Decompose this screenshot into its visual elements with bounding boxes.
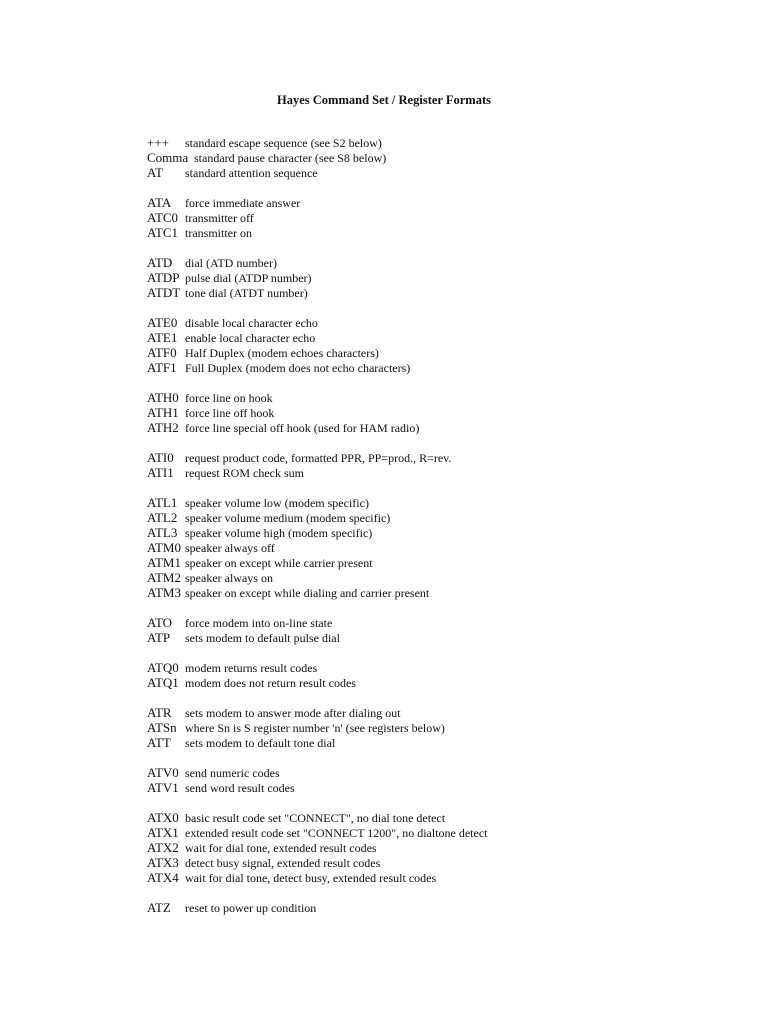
command-row xyxy=(147,195,707,210)
command-code: ATA xyxy=(147,195,172,210)
command-description: speaker volume high (modem specific) xyxy=(185,526,373,540)
command-description: modem returns result codes xyxy=(185,661,318,675)
command-row xyxy=(147,150,707,165)
command-description: force line on hook xyxy=(185,391,273,405)
command-code: ATE1 xyxy=(147,330,178,345)
command-row xyxy=(147,585,707,600)
command-row xyxy=(147,525,707,540)
command-description: sets modem to answer mode after dialing out xyxy=(185,706,401,720)
command-row xyxy=(147,165,707,180)
command-group xyxy=(147,810,707,885)
command-code: Comma xyxy=(147,150,189,165)
command-row xyxy=(147,255,707,270)
command-row xyxy=(147,345,707,360)
command-group xyxy=(147,195,707,240)
command-description: dial (ATD number) xyxy=(185,256,277,270)
command-row xyxy=(147,855,707,870)
command-description: enable local character echo xyxy=(185,331,316,345)
command-code: ATSn xyxy=(147,720,177,735)
command-row xyxy=(147,840,707,855)
command-description: modem does not return result codes xyxy=(185,676,356,690)
command-code: +++ xyxy=(147,135,169,150)
command-code: ATM1 xyxy=(147,555,181,570)
command-row xyxy=(147,450,707,465)
command-code: ATX1 xyxy=(147,825,179,840)
command-code: ATX0 xyxy=(147,810,179,825)
command-code: ATI1 xyxy=(147,465,174,480)
command-code: ATH1 xyxy=(147,405,179,420)
command-row xyxy=(147,465,707,480)
command-group xyxy=(147,315,707,375)
command-group xyxy=(147,495,707,600)
command-row xyxy=(147,900,707,915)
command-description: tone dial (ATDT number) xyxy=(185,286,308,300)
command-code: ATL2 xyxy=(147,510,178,525)
command-group xyxy=(147,390,707,435)
command-code: AT xyxy=(147,165,163,180)
command-description: request product code, formatted PPR, PP=prod., R=rev. xyxy=(185,451,452,465)
command-code: ATH0 xyxy=(147,390,179,405)
command-code: ATH2 xyxy=(147,420,179,435)
command-description: speaker always off xyxy=(185,541,275,555)
command-description: force line off hook xyxy=(185,406,275,420)
command-row xyxy=(147,660,707,675)
command-code: ATM0 xyxy=(147,540,181,555)
command-code: ATQ0 xyxy=(147,660,179,675)
command-description: force modem into on-line state xyxy=(185,616,333,630)
command-row xyxy=(147,705,707,720)
command-code: ATM2 xyxy=(147,570,181,585)
command-row xyxy=(147,675,707,690)
command-row xyxy=(147,315,707,330)
command-row xyxy=(147,825,707,840)
command-description: disable local character echo xyxy=(185,316,318,330)
command-row xyxy=(147,555,707,570)
command-row xyxy=(147,780,707,795)
command-code: ATZ xyxy=(147,900,171,915)
document-title: Hayes Command Set / Register Formats xyxy=(277,93,491,107)
command-code: ATM3 xyxy=(147,585,181,600)
command-description: send numeric codes xyxy=(185,766,280,780)
command-code: ATC1 xyxy=(147,225,179,240)
command-description: sets modem to default tone dial xyxy=(185,736,336,750)
command-code: ATL1 xyxy=(147,495,178,510)
command-row xyxy=(147,735,707,750)
command-row xyxy=(147,540,707,555)
command-description: speaker volume medium (modem specific) xyxy=(185,511,391,525)
command-group xyxy=(147,660,707,690)
command-row xyxy=(147,870,707,885)
command-group xyxy=(147,255,707,300)
command-description: where Sn is S register number 'n' (see registers below) xyxy=(185,721,445,735)
command-group xyxy=(147,900,707,915)
command-description: transmitter off xyxy=(185,211,254,225)
command-code: ATE0 xyxy=(147,315,178,330)
command-group xyxy=(147,765,707,795)
command-description: wait for dial tone, detect busy, extended result codes xyxy=(185,871,437,885)
command-description: standard pause character (see S8 below) xyxy=(194,151,387,165)
command-description: sets modem to default pulse dial xyxy=(185,631,340,645)
command-description: detect busy signal, extended result codes xyxy=(185,856,381,870)
command-code: ATF0 xyxy=(147,345,177,360)
command-row xyxy=(147,210,707,225)
command-description: extended result code set "CONNECT 1200", no dialtone detect xyxy=(185,826,488,840)
command-code: ATT xyxy=(147,735,171,750)
command-group xyxy=(147,615,707,645)
command-code: ATX2 xyxy=(147,840,179,855)
command-code: ATI0 xyxy=(147,450,174,465)
command-code: ATC0 xyxy=(147,210,179,225)
command-description: reset to power up condition xyxy=(185,901,317,915)
command-group xyxy=(147,450,707,480)
command-description: force line special off hook (used for HAM radio) xyxy=(185,421,420,435)
command-row xyxy=(147,135,707,150)
command-code: ATP xyxy=(147,630,171,645)
command-code: ATV0 xyxy=(147,765,179,780)
command-description: speaker volume low (modem specific) xyxy=(185,496,369,510)
command-row xyxy=(147,225,707,240)
command-code: ATO xyxy=(147,615,173,630)
command-code: ATL3 xyxy=(147,525,178,540)
command-description: Full Duplex (modem does not echo characters) xyxy=(185,361,411,375)
command-code: ATD xyxy=(147,255,173,270)
command-row xyxy=(147,495,707,510)
command-row xyxy=(147,390,707,405)
command-row xyxy=(147,285,707,300)
command-row xyxy=(147,630,707,645)
command-row xyxy=(147,765,707,780)
command-code: ATV1 xyxy=(147,780,179,795)
command-row xyxy=(147,570,707,585)
command-code: ATF1 xyxy=(147,360,177,375)
command-code: ATQ1 xyxy=(147,675,179,690)
command-description: send word result codes xyxy=(185,781,295,795)
command-code: ATR xyxy=(147,705,172,720)
command-description: standard escape sequence (see S2 below) xyxy=(185,136,382,150)
command-description: speaker on except while carrier present xyxy=(185,556,373,570)
command-description: request ROM check sum xyxy=(185,466,304,480)
command-group xyxy=(147,135,707,180)
command-code: ATDP xyxy=(147,270,180,285)
command-row xyxy=(147,405,707,420)
command-description: basic result code set "CONNECT", no dial tone detect xyxy=(185,811,446,825)
command-group xyxy=(147,705,707,750)
command-row xyxy=(147,360,707,375)
command-row xyxy=(147,510,707,525)
command-description: Half Duplex (modem echoes characters) xyxy=(185,346,379,360)
command-row xyxy=(147,270,707,285)
command-description: wait for dial tone, extended result codes xyxy=(185,841,377,855)
command-description: standard attention sequence xyxy=(185,166,318,180)
command-row xyxy=(147,615,707,630)
command-description: pulse dial (ATDP number) xyxy=(185,271,312,285)
command-description: speaker on except while dialing and carrier present xyxy=(185,586,430,600)
command-description: force immediate answer xyxy=(185,196,301,210)
command-row xyxy=(147,420,707,435)
command-code: ATDT xyxy=(147,285,181,300)
command-row xyxy=(147,330,707,345)
command-code: ATX4 xyxy=(147,870,179,885)
command-code: ATX3 xyxy=(147,855,179,870)
command-row xyxy=(147,810,707,825)
command-row xyxy=(147,720,707,735)
command-list xyxy=(147,135,707,930)
command-description: speaker always on xyxy=(185,571,273,585)
command-description: transmitter on xyxy=(185,226,252,240)
